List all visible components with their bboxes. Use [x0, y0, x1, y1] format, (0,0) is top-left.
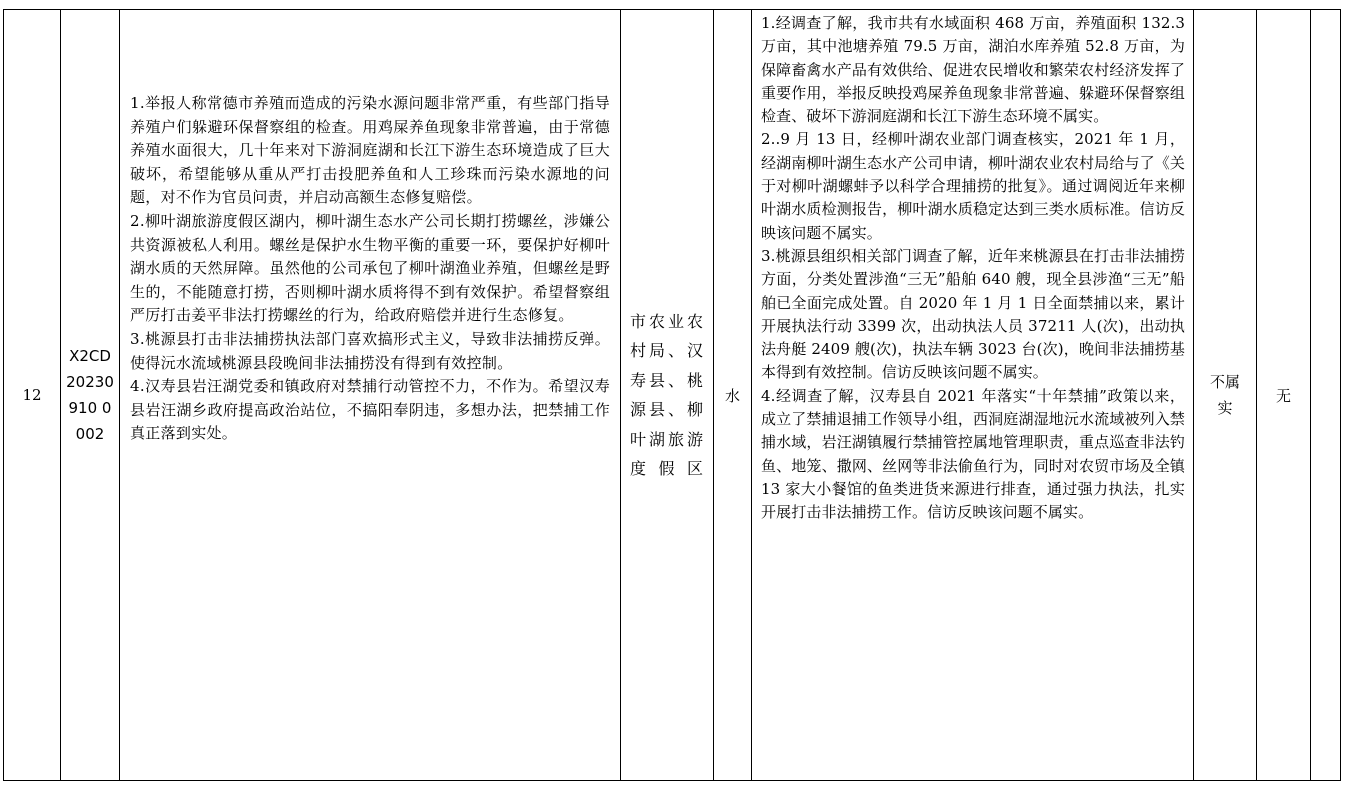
cell-accountability — [1257, 10, 1310, 780]
complaint-item: 4.汉寿县岩汪湖党委和镇政府对禁捕行动管控不力，不作为。希望汉寿县岩汪湖乡政府提高政治站位，不搞阳奉阴违，多想办法，把禁捕工作真正落到实处。 — [130, 377, 610, 443]
table-border-right — [1340, 9, 1341, 781]
seq-number: 12 — [22, 386, 42, 404]
finding-item: 1.经调查了解，我市共有水域面积 468 万亩，养殖面积 132.3 万亩，其中池塘养殖 79.5 万亩，湖泊水库养殖 52.8 万亩，为保障畜禽水产品有效供给、促进农民增收和繁荣农村经济发挥了重要作用，举报反映投鸡屎养鱼现象非常普遍、躲避环保督察组检查、破坏下游洞庭湖和长江下游生态环境不属实。 — [761, 14, 1185, 126]
category: 水 — [724, 386, 740, 405]
table-column-divider — [119, 9, 120, 781]
cell-findings — [761, 12, 1185, 525]
accountability: 无 — [1275, 386, 1291, 405]
department: 市农业农村局、汉寿县、桃源县、柳叶湖旅游度假区 — [630, 311, 704, 478]
cell-seq — [4, 10, 60, 780]
verdict: 不属实 — [1209, 373, 1240, 417]
cell-case-id — [61, 10, 119, 780]
cell-complaint — [130, 92, 610, 446]
cell-verdict — [1194, 10, 1256, 780]
cell-department — [621, 10, 713, 780]
cell-remarks — [1311, 10, 1340, 780]
finding-item: 3.桃源县组织相关部门调查了解，近年来桃源县在打击非法捕捞方面，分类处置涉渔“三无”船舶 640 艘，现全县涉渔“三无”船舶已全面完成处置。自 2020 年 1 月 1 日全面禁捕以来，累计开展执法行动 3399 次，出动执法人员 37211 人(次)，出动执法舟艇 2409 艘(次)，执法车辆 3023 台(次)，晚间非法捕捞基本得到有效控制。信访反映该问题不属实。 — [761, 246, 1185, 382]
table-column-divider — [751, 9, 752, 781]
finding-item: 2..9 月 13 日，经柳叶湖农业部门调查核实，2021 年 1 月，经湖南柳叶湖生态水产公司申请，柳叶湖农业农村局给与了《关于对柳叶湖螺蚌予以科学合理捕捞的批复》。通过调阅近年来柳叶湖水质检测报告，柳叶湖水质稳定达到三类水质标准。信访反映该问题不属实。 — [761, 130, 1185, 242]
complaint-item: 3.桃源县打击非法捕捞执法部门喜欢搞形式主义，导致非法捕捞反弹。使得沅水流域桃源县段晚间非法捕捞没有得到有效控制。 — [130, 329, 610, 372]
cell-category — [714, 10, 751, 780]
complaint-item: 2.柳叶湖旅游度假区湖内，柳叶湖生态水产公司长期打捞螺丝，涉嫌公共资源被私人利用。螺丝是保护水生物平衡的重要一环，要保护好柳叶湖水质的天然屏障。虽然他的公司承包了柳叶湖渔业养殖，但螺丝是野生的，不能随意打捞，否则柳叶湖水质将得不到有效保护。希望督察组严厉打击姜平非法打捞螺丝的行为，给政府赔偿并进行生态修复。 — [130, 211, 610, 325]
complaint-item: 1.举报人称常德市养殖而造成的污染水源问题非常严重，有些部门指导养殖户们躲避环保督察组的检查。用鸡屎养鱼现象非常普遍，由于常德养殖水面很大，几十年来对下游洞庭湖和长江下游生态环境造成了巨大破坏，希望能够从重从严打击投肥养鱼和人工珍珠而污染水源地的问题，对不作为官员问责，并启动高额生态修复赔偿。 — [130, 94, 610, 207]
finding-item: 4.经调查了解，汉寿县自 2021 年落实“十年禁捕”政策以来，成立了禁捕退捕工作领导小组，西洞庭湖湿地沅水流域被列入禁捕水域，岩汪湖镇履行禁捕管控属地管理职责，重点巡查非法钓鱼、地笼、撒网、丝网等非法偷鱼行为，同时对农贸市场及全镇 13 家大小餐馆的鱼类进货来源进行排查，通过强力执法，扎实开展打击非法捕捞工作。信访反映该问题不属实。 — [761, 386, 1185, 522]
table-bottom-border — [3, 780, 1341, 781]
case-id: X2CD20230910 0002 — [66, 347, 114, 443]
